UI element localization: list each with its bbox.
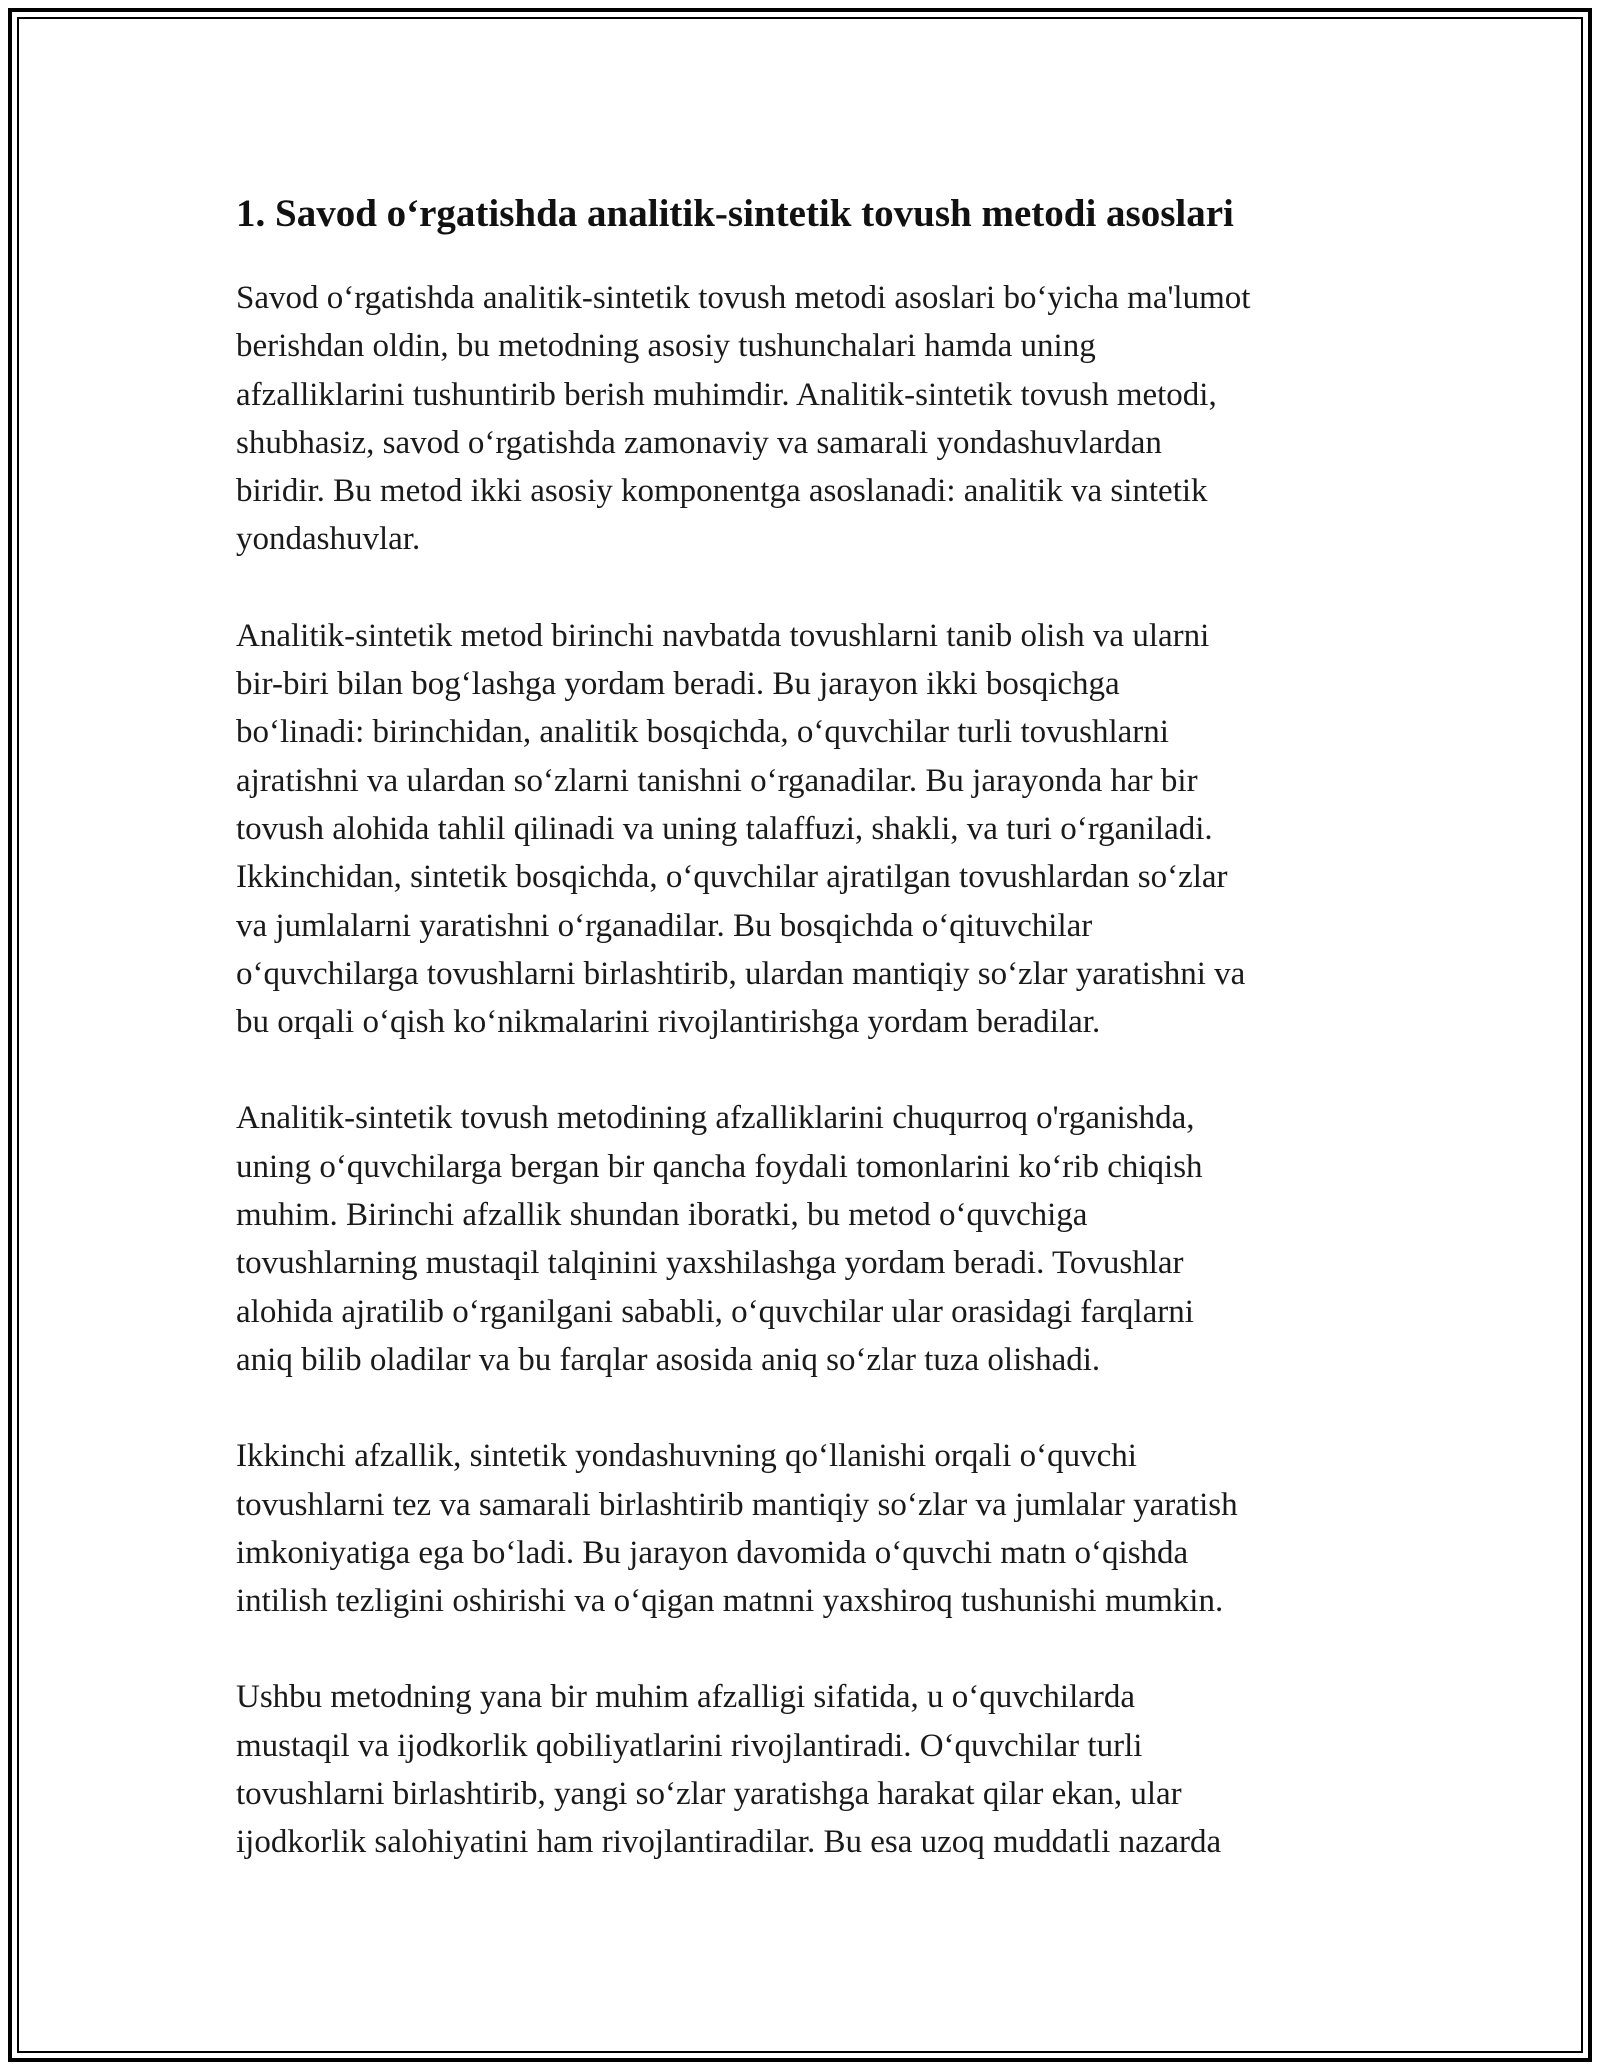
text-line: tovush alohida tahlil qilinadi va uning talaffuzi, shakli, va turi o‘rganiladi. — [236, 810, 1213, 847]
text-line: bo‘linadi: birinchidan, analitik bosqichda, o‘quvchilar turli tovushlarni — [236, 714, 1169, 751]
text-line: Analitik-sintetik tovush metodining afzalliklarini chuqurroq o'rganishda, — [236, 1100, 1195, 1137]
body-paragraph — [236, 1432, 1376, 1625]
body-paragraph — [236, 274, 1376, 564]
text-line: biridir. Bu metod ikki asosiy komponentga asoslanadi: analitik va sintetik — [236, 473, 1208, 510]
text-line: intilish tezligini oshirishi va o‘qigan matnni yaxshiroq tushunishi mumkin. — [236, 1583, 1224, 1620]
paragraph-list — [236, 274, 1376, 1867]
text-line: tovushlarni tez va samarali birlashtirib mantiqiy so‘zlar va jumlalar yaratish — [236, 1486, 1238, 1523]
text-line: yondashuvlar. — [236, 521, 421, 558]
text-line: afzalliklarini tushuntirib berish muhimdir. Analitik-sintetik tovush metodi, — [236, 376, 1217, 413]
text-line: Ushbu metodning yana bir muhim afzalligi sifatida, u o‘quvchilarda — [236, 1679, 1136, 1716]
text-line: tovushlarning mustaqil talqinini yaxshilashga yordam beradi. Tovushlar — [236, 1245, 1184, 1282]
section-heading: 1. Savod o‘rgatishda analitik-sintetik tovush metodi asoslari — [236, 192, 1234, 235]
text-line: mustaqil va ijodkorlik qobiliyatlarini rivojlantiradi. O‘quvchilar turli — [236, 1727, 1143, 1764]
text-line: Ikkinchi afzallik, sintetik yondashuvning qo‘llanishi orqali o‘quvchi — [236, 1438, 1137, 1475]
text-line: bu orqali o‘qish ko‘nikmalarini rivojlantirishga yordam beradilar. — [236, 1004, 1101, 1041]
text-line: o‘quvchilarga tovushlarni birlashtirib, ulardan mantiqiy so‘zlar yaratishni va — [236, 955, 1246, 992]
text-line: Ikkinchidan, sintetik bosqichda, o‘quvchilar ajratilgan tovushlardan so‘zlar — [236, 859, 1228, 896]
text-line: muhim. Birinchi afzallik shundan iboratki, bu metod o‘quvchiga — [236, 1197, 1088, 1234]
text-line: ijodkorlik salohiyatini ham rivojlantiradilar. Bu esa uzoq muddatli nazarda — [236, 1824, 1222, 1861]
body-paragraph — [236, 612, 1376, 1047]
body-paragraph — [236, 1094, 1376, 1384]
text-line: imkoniyatiga ega bo‘ladi. Bu jarayon davomida o‘quvchi matn o‘qishda — [236, 1534, 1189, 1571]
text-line: Savod o‘rgatishda analitik-sintetik tovush metodi asoslari bo‘yicha ma'lumot — [236, 280, 1251, 316]
text-line: tovushlarni birlashtirib, yangi so‘zlar yaratishga harakat qilar ekan, ular — [236, 1776, 1182, 1813]
text-line: ajratishni va ulardan so‘zlarni tanishni o‘rganadilar. Bu jarayonda har bir — [236, 762, 1198, 799]
body-paragraph — [236, 1673, 1376, 1866]
text-line: berishdan oldin, bu metodning asosiy tushunchalari hamda uning — [236, 328, 1096, 365]
document-body — [236, 186, 1376, 1867]
text-line: aniq bilib oladilar va bu farqlar asosida aniq so‘zlar tuza olishadi. — [236, 1341, 1101, 1378]
text-line: shubhasiz, savod o‘rgatishda zamonaviy va samarali yondashuvlardan — [236, 424, 1162, 461]
text-line: uning o‘quvchilarga bergan bir qancha foydali tomonlarini ko‘rib chiqish — [236, 1148, 1203, 1185]
text-line: alohida ajratilib o‘rganilgani sababli, o‘quvchilar ular orasidagi farqlarni — [236, 1293, 1194, 1330]
text-line: Analitik-sintetik metod birinchi navbatda tovushlarni tanib olish va ularni — [236, 617, 1210, 654]
text-line: va jumlalarni yaratishni o‘rganadilar. Bu bosqichda o‘qituvchilar — [236, 907, 1093, 944]
text-line: bir-biri bilan bog‘lashga yordam beradi. Bu jarayon ikki bosqichga — [236, 666, 1120, 703]
